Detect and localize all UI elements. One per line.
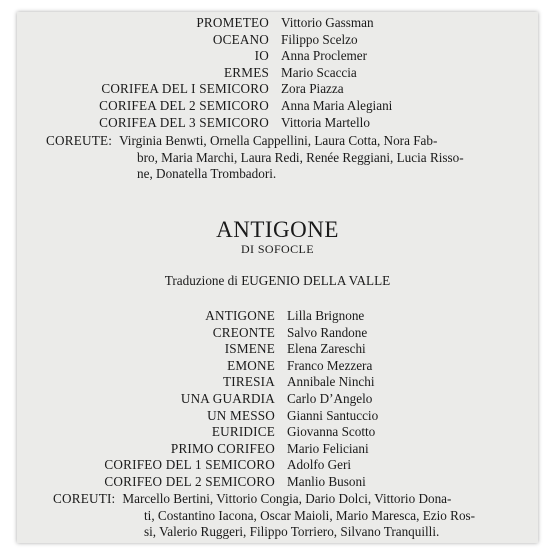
actor-name: Anna Proclemer bbox=[281, 48, 368, 64]
actor-name: Adolfo Geri bbox=[287, 457, 352, 473]
role-name: TIRESIA bbox=[223, 374, 275, 390]
cast-row bbox=[17, 115, 392, 132]
actor-name: Lilla Brignone bbox=[287, 308, 365, 323]
cast-row bbox=[17, 374, 378, 391]
role-name: CORIFEA DEL 3 SEMICORO bbox=[99, 114, 269, 130]
actor-name: Carlo D’Angelo bbox=[287, 390, 373, 406]
cast-row bbox=[17, 408, 378, 425]
role-name: OCEANO bbox=[212, 31, 269, 47]
role-name: IO bbox=[254, 48, 269, 64]
role-name: CORIFEA DEL 2 SEMICORO bbox=[99, 97, 269, 113]
actor-name: Filippo Scelzo bbox=[281, 31, 358, 47]
role-name: PROMETEO bbox=[196, 15, 269, 30]
cast-row bbox=[17, 65, 392, 82]
role-name: CORIFEO DEL 2 SEMICORO bbox=[104, 473, 275, 489]
actor-name: Anna Maria Alegiani bbox=[281, 97, 393, 113]
coreuti-text: ti, Costantino Iacona, Oscar Maioli, Mario Maresca, Ezio Ros- bbox=[144, 507, 476, 523]
actor-name: Giovanna Scotto bbox=[287, 424, 376, 440]
cast-row bbox=[17, 341, 378, 358]
cast-row bbox=[17, 391, 378, 408]
actor-name: Franco Mezzera bbox=[287, 357, 373, 373]
actor-name: Manlio Busoni bbox=[287, 473, 366, 489]
role-name: UN MESSO bbox=[207, 407, 275, 423]
actor-name: Mario Feliciani bbox=[287, 440, 369, 456]
role-name: ISMENE bbox=[224, 341, 275, 357]
role-name: CORIFEA DEL I SEMICORO bbox=[101, 81, 269, 97]
actor-name: Mario Scaccia bbox=[281, 64, 357, 80]
role-name: ANTIGONE bbox=[205, 308, 275, 323]
cast-row bbox=[17, 424, 378, 441]
cast-row bbox=[17, 308, 378, 325]
cast-row bbox=[17, 474, 378, 491]
coreute-text: ne, Donatella Trombadori. bbox=[137, 166, 277, 182]
coreuti-block bbox=[53, 491, 475, 541]
coreute-text: bro, Maria Marchi, Laura Redi, Renée Reggiani, Lucia Risso- bbox=[137, 149, 464, 165]
coreute-text: Virginia Benwti, Ornella Cappellini, Laura Cotta, Nora Fab- bbox=[119, 133, 438, 148]
coreuti-label: COREUTI: bbox=[53, 491, 116, 506]
coreute-line bbox=[46, 133, 464, 150]
cast-list-prometeo bbox=[17, 15, 392, 131]
actor-name: Vittoria Martello bbox=[281, 114, 370, 130]
play-author: DI SOFOCLE bbox=[240, 242, 314, 256]
cast-row bbox=[17, 358, 378, 375]
role-name: CREONTE bbox=[212, 324, 275, 340]
coreute-label: COREUTE: bbox=[46, 133, 113, 148]
actor-name: Vittorio Gassman bbox=[281, 15, 374, 30]
cast-row bbox=[17, 32, 392, 49]
role-name: EURIDICE bbox=[211, 424, 275, 440]
coreuti-line bbox=[53, 491, 475, 508]
play-title: ANTIGONE bbox=[216, 217, 339, 242]
cast-row bbox=[17, 441, 378, 458]
cast-row bbox=[17, 325, 378, 342]
cast-list-antigone bbox=[17, 308, 378, 491]
cast-row bbox=[17, 15, 392, 32]
cast-row bbox=[17, 81, 392, 98]
role-name: CORIFEO DEL 1 SEMICORO bbox=[104, 457, 275, 473]
translation-credit: Traduzione di EUGENIO DELLA VALLE bbox=[164, 273, 391, 288]
coreuti-text: si, Valerio Ruggeri, Filippo Torriero, Silvano Tranquilli. bbox=[144, 524, 440, 540]
cast-row bbox=[17, 457, 378, 474]
coreuti-text: Marcello Bertini, Vittorio Congia, Dario Dolci, Vittorio Dona- bbox=[122, 491, 452, 506]
role-name: PRIMO CORIFEO bbox=[170, 440, 275, 456]
actor-name: Annibale Ninchi bbox=[287, 374, 375, 390]
actor-name: Zora Piazza bbox=[281, 81, 344, 97]
actor-name: Salvo Randone bbox=[287, 324, 368, 340]
role-name: ERMES bbox=[224, 64, 269, 80]
cast-row bbox=[17, 48, 392, 65]
program-page bbox=[17, 12, 538, 543]
actor-name: Elena Zareschi bbox=[287, 341, 366, 357]
cast-row bbox=[17, 98, 392, 115]
actor-name: Gianni Santuccio bbox=[287, 407, 379, 423]
role-name: EMONE bbox=[227, 357, 275, 373]
role-name: UNA GUARDIA bbox=[180, 390, 275, 406]
coreute-block bbox=[46, 133, 464, 183]
